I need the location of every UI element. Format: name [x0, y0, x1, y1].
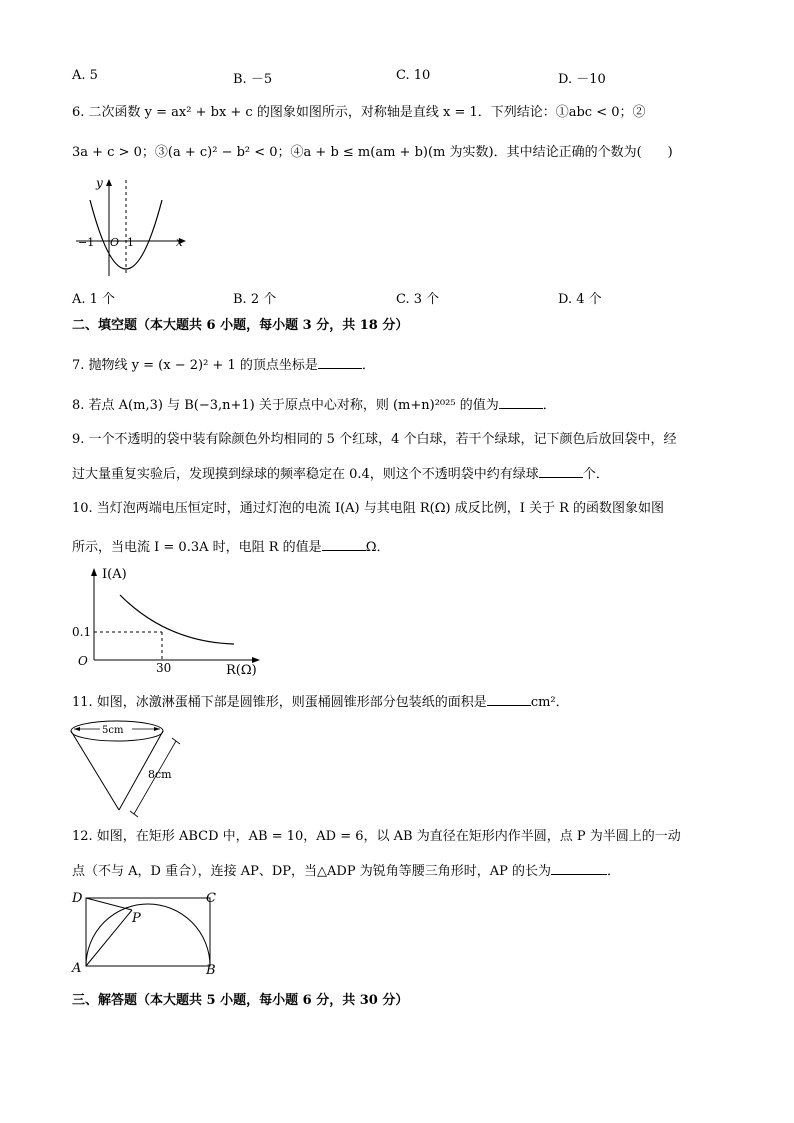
section3-heading: 三、解答题（本大题共 5 小题，每小题 6 分，共 30 分）	[72, 993, 409, 1008]
q9-stem-line1: 9. 一个不透明的袋中装有除颜色外均相同的 5 个红球，4 个白球，若干个绿球，记下颜色后放回袋中，经	[72, 432, 677, 447]
q5-option-c: C. 10	[396, 68, 431, 83]
q6-graph-neg-one: −1	[78, 236, 95, 249]
q6-stem-line2: 3a + c > 0；③(a + c)² − b² < 0；④a + b ≤ m(am + b)(m 为实数)．其中结论正确的个数为( )	[72, 145, 673, 160]
q11-slant-label: 8cm	[148, 768, 172, 781]
q7-text: 7. 抛物线 y = (x − 2)² + 1 的顶点坐标是	[72, 358, 318, 373]
q12-end: ．	[606, 864, 620, 879]
q5-option-d: D. －10	[558, 72, 606, 87]
q11-answer-blank[interactable]	[487, 693, 531, 706]
q10-graph-x-label: R(Ω)	[226, 663, 257, 678]
q12-line2	[72, 862, 620, 878]
q5-option-b: B. －5	[233, 72, 273, 87]
q6-graph-x-label: x	[176, 235, 183, 249]
q11-text: 11. 如图，冰激淋蛋桶下部是圆锥形，则蛋桶圆锥形部分包装纸的面积是	[72, 695, 487, 710]
q10-stem-line2: 所示，当电流 I = 0.3A 时，电阻 R 的值是	[72, 540, 322, 555]
q11-diameter-label: 5cm	[102, 725, 124, 736]
q9-end: 个．	[582, 467, 609, 482]
q7	[72, 356, 375, 372]
section2-heading: 二、填空题（本大题共 6 小题，每小题 3 分，共 18 分）	[72, 318, 409, 333]
q12-label-p: P	[132, 911, 141, 926]
q11-end: cm²．	[530, 695, 569, 710]
q11	[72, 693, 569, 709]
q6-graph-origin: O	[110, 236, 120, 249]
q10-line2	[72, 538, 389, 554]
q7-end: ．	[361, 358, 375, 373]
q12-answer-blank[interactable]	[551, 862, 607, 875]
q12-rectangle-figure	[70, 886, 230, 980]
q6-option-b: B. 2 个	[233, 292, 277, 307]
q6-option-d: D. 4 个	[558, 292, 602, 307]
q10-answer-blank[interactable]	[322, 538, 366, 551]
q8-answer-blank[interactable]	[499, 396, 543, 409]
q12-label-c: C	[206, 891, 216, 906]
q9-stem-line2: 过大量重复实验后，发现摸到绿球的频率稳定在 0.4，则这个不透明袋中约有绿球	[72, 467, 539, 482]
q6-graph-y-label: y	[96, 176, 103, 190]
q6-option-a: A. 1 个	[72, 292, 116, 307]
q12-label-a: A	[72, 961, 82, 976]
q10-graph-y-tick: 0.1	[72, 625, 92, 639]
q10-end: Ω．	[365, 540, 390, 555]
q10-inverse-graph	[72, 562, 272, 678]
q12-stem-line2: 点（不与 A，D 重合），连接 AP、DP，当△ADP 为锐角等腰三角形时，AP 的长为	[72, 864, 551, 879]
q6-stem-line1: 6. 二次函数 y = ax² + bx + c 的图象如图所示，对称轴是直线 x = 1．下列结论：①abc < 0；②	[72, 105, 646, 120]
q11-cone-figure	[70, 718, 200, 818]
q12-label-d: D	[72, 891, 83, 906]
q12-stem-line1: 12. 如图，在矩形 ABCD 中，AB = 10，AD = 6，以 AB 为直径在矩形内作半圆，点 P 为半圆上的一动	[72, 829, 681, 844]
q6-parabola-graph	[72, 172, 192, 280]
q5-option-a: A. 5	[72, 68, 98, 83]
q12-label-b: B	[206, 963, 216, 978]
q9-line2	[72, 465, 609, 481]
q7-answer-blank[interactable]	[318, 356, 362, 369]
q8-text: 8. 若点 A(m,3) 与 B(−3,n+1) 关于原点中心对称，则 (m+n)²⁰²⁵ 的值为	[72, 398, 499, 413]
q8	[72, 396, 556, 412]
q10-graph-x-tick: 30	[156, 661, 172, 675]
q6-graph-one: 1	[127, 236, 134, 249]
q6-option-c: C. 3 个	[396, 292, 440, 307]
q10-graph-y-label: I(A)	[102, 567, 127, 582]
q10-stem-line1: 10. 当灯泡两端电压恒定时，通过灯泡的电流 I(A) 与其电阻 R(Ω) 成反比例，I 关于 R 的函数图象如图	[72, 501, 665, 516]
q10-graph-origin: O	[78, 654, 88, 668]
q9-answer-blank[interactable]	[539, 465, 583, 478]
q8-end: ．	[542, 398, 556, 413]
